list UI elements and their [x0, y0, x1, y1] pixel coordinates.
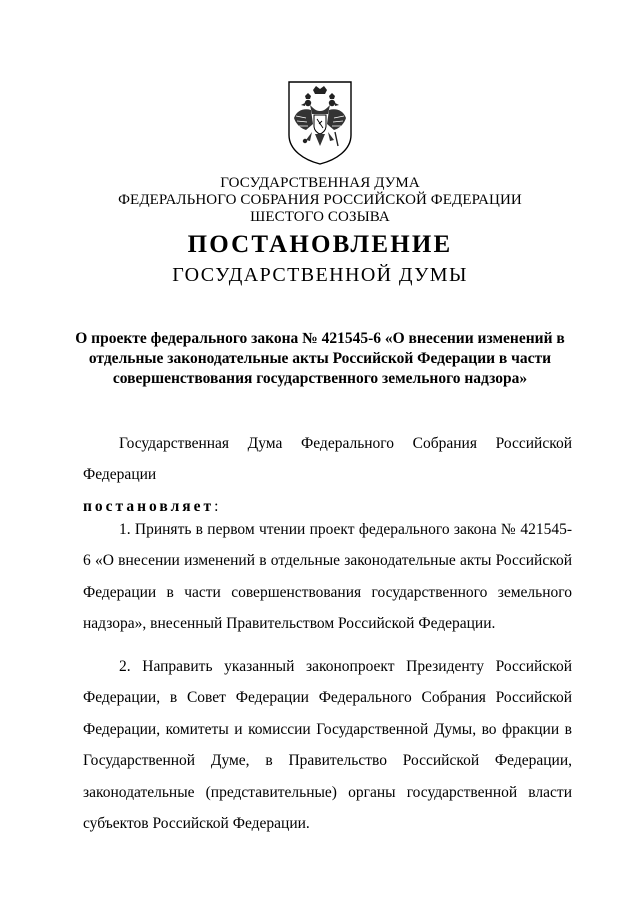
paragraph-item-1: 1. Принять в первом чтении проект федерального закона № 421545-6 «О внесении изменений в отдельные законодательные акты Российской Федерации в части совершенствования государственного земельного надзора», внесенный Правительством Российской Федерации.	[83, 521, 572, 633]
paragraph-item-2: 2. Направить указанный законопроект Президенту Российской Федерации, в Совет Федерации Федерального Собрания Российской Федерации, комитеты и комиссии Государственной Думы, во фракции в Государственной Думе, в Правительство Российской Федерации, законодательные (представительные) органы государственной власти субъектов Российской Федерации.	[83, 658, 572, 833]
issuer-line-assembly: ФЕДЕРАЛЬНОГО СОБРАНИЯ РОССИЙСКОЙ ФЕДЕРАЦИИ	[118, 192, 522, 208]
intro-text: Государственная Дума Федерального Собрания Российской Федерации	[83, 435, 572, 484]
document-subject: О проекте федерального закона № 421545-6 «О внесении изменений в отдельные законодательные акты Российской Федерации в части совершенствования государственного земельного надзора»	[75, 330, 565, 387]
document-title: ПОСТАНОВЛЕНИЕ	[187, 231, 453, 258]
intro-verb: постановляет	[83, 497, 215, 515]
document-subtitle: ГОСУДАРСТВЕННОЙ ДУМЫ	[172, 264, 468, 286]
issuer-line-convocation: ШЕСТОГО СОЗЫВА	[250, 209, 390, 225]
issuer-header	[0, 175, 640, 226]
intro-paragraph	[83, 428, 572, 522]
coat-of-arms-icon	[286, 80, 354, 166]
issuer-line-duma: ГОСУДАРСТВЕННАЯ ДУМА	[220, 175, 420, 191]
intro-colon: :	[214, 497, 219, 515]
